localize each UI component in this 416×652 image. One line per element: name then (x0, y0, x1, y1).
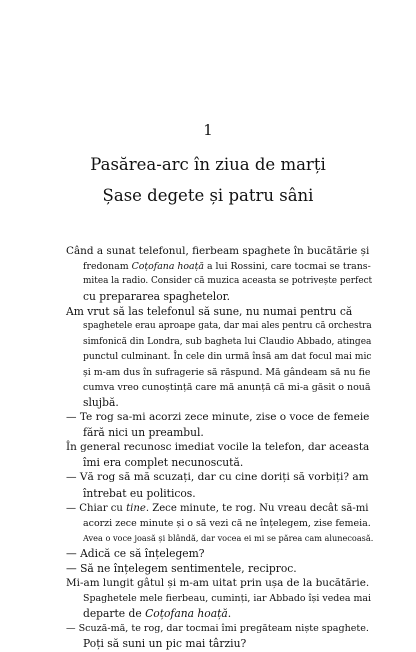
text-line: acorzi zece minute și o să vezi că ne înțelegem, zise femeia. (83, 517, 371, 529)
italic-title: Coțofana hoață (145, 607, 228, 621)
chapter-body-text (66, 244, 372, 652)
text-line-pre: fredonam (83, 261, 132, 273)
text-line: cu prepararea spaghetelor. (83, 290, 230, 304)
text-line: spaghetele erau aproape gata, dar mai ales pentru că orchestra (83, 321, 372, 332)
text-line: Spaghetele mele fierbeau, cuminți, iar Abbado își vedea mai (83, 593, 371, 605)
chapter-number: 1 (203, 121, 213, 139)
text-line-post: . Zece minute, te rog. Nu vreau decât să-mi (145, 502, 369, 514)
text-line: Mi-am lungit gâtul și m-am uitat prin ușa de la bucătărie. (66, 577, 370, 590)
italic-title: Coțofana hoață (131, 261, 204, 273)
text-line: Poți să suni un pic mai târziu? (83, 637, 247, 651)
text-line: Când a sunat telefonul, fierbeam spaghete în bucătărie și (66, 245, 370, 257)
text-line: Am vrut să las telefonul să sune, nu numai pentru că (66, 305, 353, 319)
text-line-post: . (227, 607, 232, 621)
chapter-title-line-2: Șase degete și patru sâni (102, 186, 314, 205)
text-line: — Scuză-mă, te rog, dar tocmai îmi pregăteam niște spaghete. (66, 623, 369, 635)
text-line: — Te rog sa-mi acorzi zece minute, zise o voce de femeie (66, 411, 370, 424)
text-line: îmi era complet necunoscută. (83, 456, 244, 470)
text-line: Avea o voce joasă și blândă, dar vocea ei mi se părea cam alunecoasă. (83, 532, 374, 543)
text-line-post: a lui Rossini, care tocmai se trans- (203, 261, 371, 273)
text-line: — Vă rog să mă scuzați, dar cu cine doriți să vorbiți? am (66, 471, 369, 484)
text-line: — Adică ce să înțelegem? (66, 546, 205, 560)
text-line: cumva vreo cunoștință care mă anunță că mi-a găsit o nouă (83, 381, 371, 393)
text-line (66, 501, 372, 516)
text-line: slujbă. (83, 395, 119, 409)
text-line: punctul culminant. În cele din urmă însă am dat focul mai mic (83, 351, 372, 362)
text-line: — Să ne înțelegem sentimentele, reciproc. (66, 561, 297, 575)
italic-word: tine (126, 502, 146, 514)
text-line-pre: — Chiar cu (66, 502, 127, 514)
text-line: și m-am dus în sufragerie să răspund. Mă gândeam să nu fie (83, 366, 371, 378)
text-line: fără nici un preambul. (83, 426, 204, 440)
text-line: simfonică din Londra, sub bagheta lui Claudio Abbado, atingea (83, 336, 372, 347)
text-line-pre: departe de (83, 607, 146, 621)
text-line (66, 259, 372, 274)
text-line: mitea la radio. Consider că muzica aceasta se potrivește perfect (83, 276, 373, 287)
text-line (66, 606, 372, 621)
chapter-title-line-1: Pasărea-arc în ziua de marți (90, 155, 326, 174)
text-line: întrebat eu politicos. (83, 486, 196, 500)
text-line: În general recunosc imediat vocile la telefon, dar aceasta (66, 441, 370, 454)
